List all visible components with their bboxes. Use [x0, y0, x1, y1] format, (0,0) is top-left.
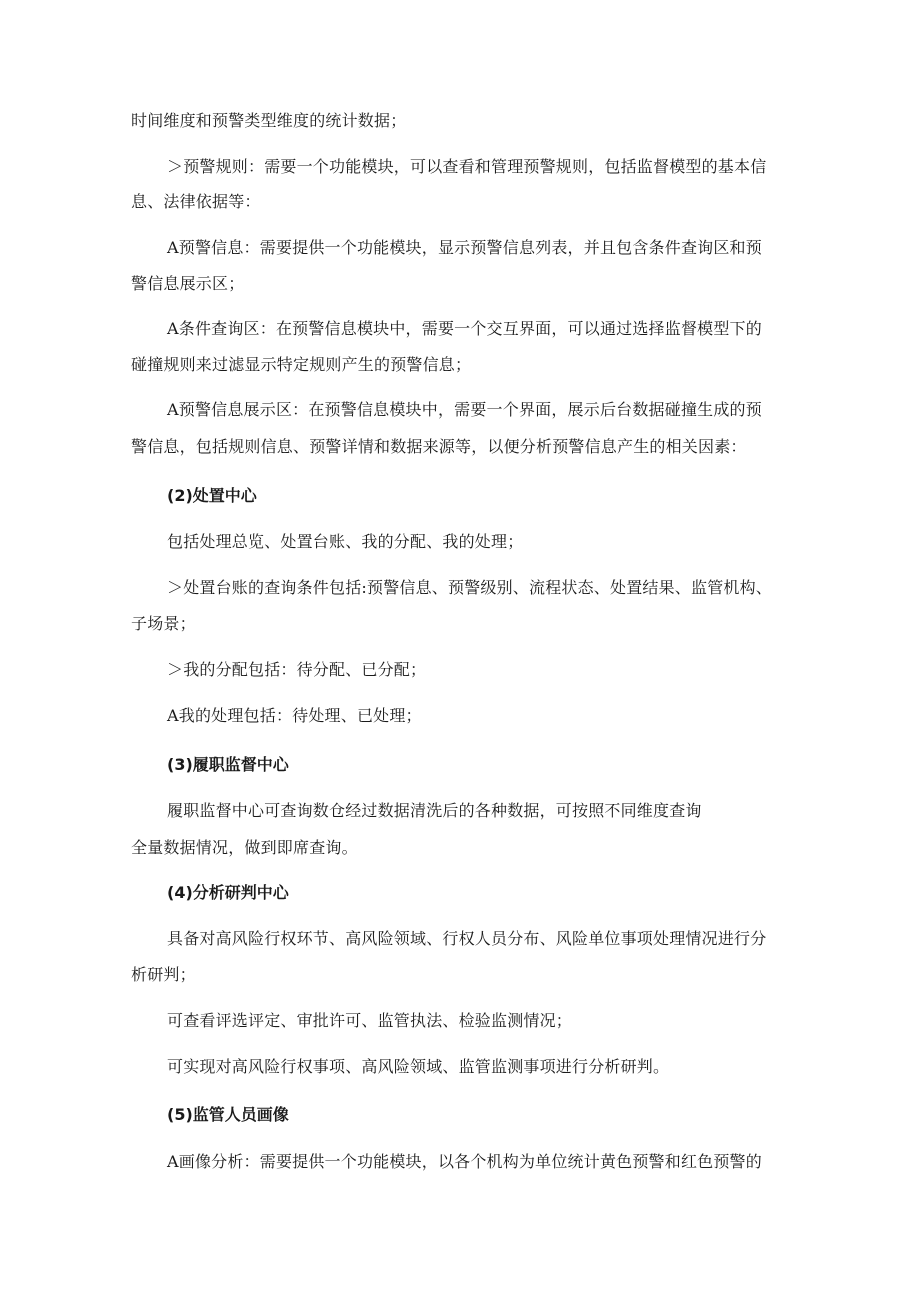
section-heading: (4)分析研判中心: [167, 883, 289, 902]
paragraph-line: A预警信息展示区：在预警信息模块中，需要一个界面，展示后台数据碰撞生成的预: [167, 400, 762, 419]
paragraph-line: 时间维度和预警类型维度的统计数据；: [131, 111, 407, 130]
paragraph-line: 可实现对高风险行权事项、高风险领域、监管监测事项进行分析研判。: [167, 1057, 670, 1076]
paragraph-line: 息、法律依据等：: [131, 192, 261, 211]
paragraph-line: A画像分析：需要提供一个功能模块，以各个机构为单位统计黄色预警和红色预警的: [167, 1152, 762, 1171]
paragraph-line: 履职监督中心可查询数仓经过数据清洗后的各种数据，可按照不同维度查询: [167, 801, 702, 820]
paragraph-line: 具备对高风险行权环节、高风险领域、行权人员分布、风险单位事项处理情况进行分: [167, 929, 767, 948]
paragraph-line: 可查看评选评定、审批许可、监管执法、检验监测情况；: [167, 1011, 573, 1030]
paragraph-line: A预警信息：需要提供一个功能模块，显示预警信息列表，并且包含条件查询区和预: [167, 238, 762, 257]
section-heading: (3)履职监督中心: [167, 755, 289, 774]
section-heading: (5)监管人员画像: [167, 1105, 289, 1124]
paragraph-line: 全量数据情况，做到即席查询。: [131, 838, 358, 857]
paragraph-line: A条件查询区：在预警信息模块中，需要一个交互界面，可以通过选择监督模型下的: [167, 319, 762, 338]
paragraph-line: 警信息展示区；: [131, 274, 245, 293]
paragraph-line: 碰撞规则来过滤显示特定规则产生的预警信息；: [131, 355, 472, 374]
paragraph-line: ＞我的分配包括：待分配、已分配；: [167, 660, 427, 679]
paragraph-line: 析研判；: [131, 965, 196, 984]
paragraph-line: 包括处理总览、处置台账、我的分配、我的处理；: [167, 532, 524, 551]
paragraph-line: 警信息，包括规则信息、预警详情和数据来源等，以便分析预警信息产生的相关因素：: [131, 437, 747, 456]
paragraph-line: ＞预警规则：需要一个功能模块，可以查看和管理预警规则，包括监督模型的基本信: [167, 157, 767, 176]
paragraph-line: 子场景；: [131, 614, 196, 633]
paragraph-line: ＞处置台账的查询条件包括:预警信息、预警级别、流程状态、处置结果、监管机构、: [167, 578, 772, 597]
paragraph-line: A我的处理包括：待处理、已处理；: [167, 706, 422, 725]
section-heading: (2)处置中心: [167, 486, 257, 505]
